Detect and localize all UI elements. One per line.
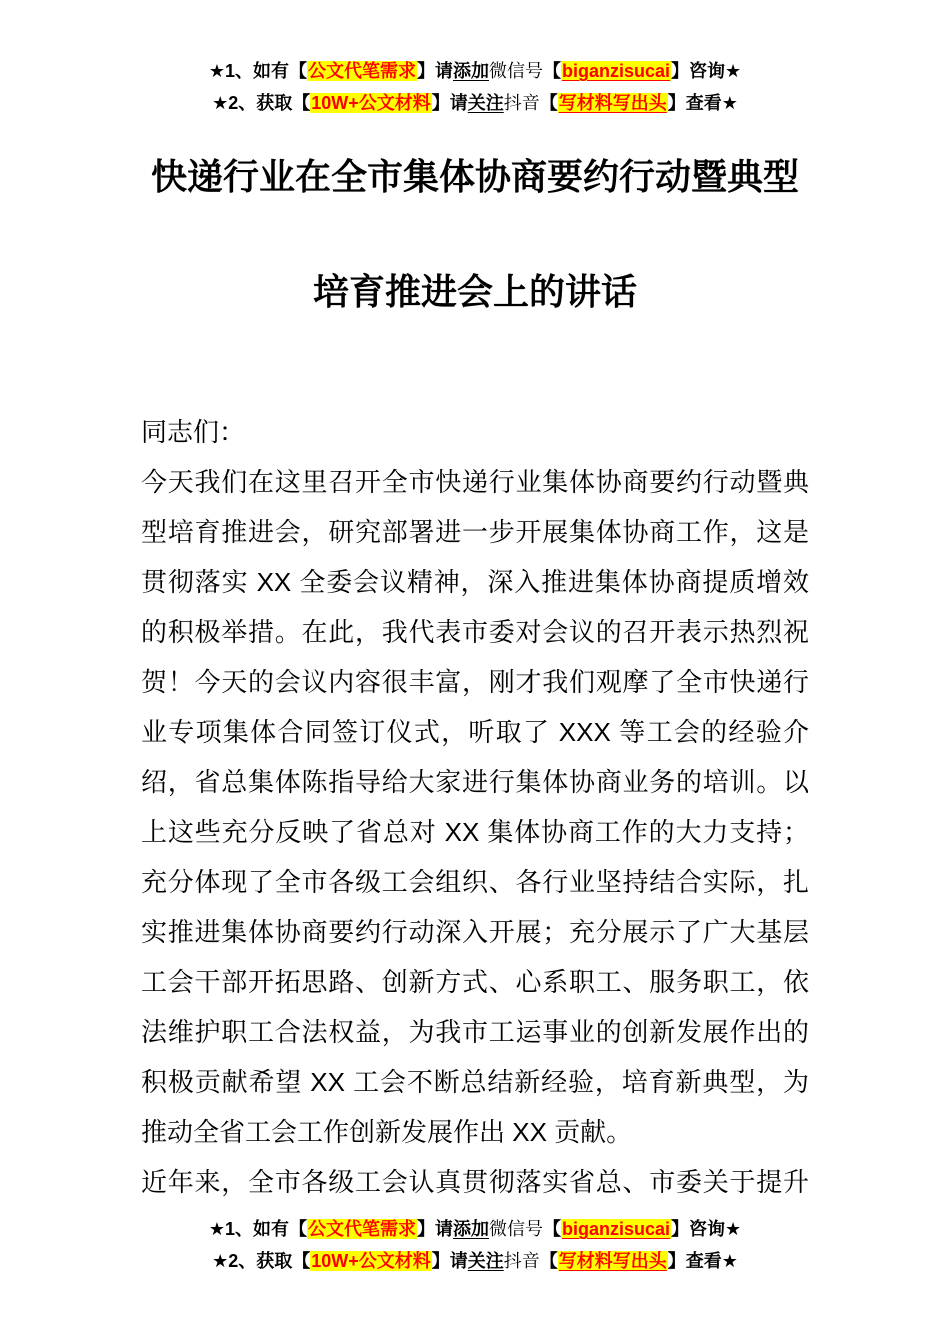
banner-wechat-id: biganzisucai xyxy=(561,61,671,81)
banner-action-text: 添加 xyxy=(452,61,489,81)
banner-mid-text: 】请 xyxy=(416,61,453,81)
banner-highlight-materials: 10W+公文材料 xyxy=(311,1251,431,1271)
document-body xyxy=(141,407,809,1207)
body-paragraph-salutation: 同志们： xyxy=(141,417,246,447)
document-title-line-1: 快递行业在全市集体协商要约行动暨典型 xyxy=(150,156,799,197)
banner-highlight-service: 公文代笔需求 xyxy=(307,1219,416,1239)
banner-action-text: 添加 xyxy=(452,1219,489,1239)
banner-prefix-text: ★2、获取【 xyxy=(212,1251,311,1271)
promo-banner-top-line-2 xyxy=(0,87,950,119)
banner-douyin-id: 写材料写出头 xyxy=(558,1251,667,1271)
body-paragraph-main: 今天我们在这里召开全市快递行业集体协商要约行动暨典型培育推进会，研究部署进一步开展集体协商工作，这是贯彻落实 XX 全委会议精神，深入推进集体协商提质增效的积极举措。在此，我代表市委对会议的召开表示热烈祝贺！今天的会议内容很丰富，刚才我们观摩了全市快递行业专项集体合同签订仪式，听取了 XXX 等工会的经验介绍，省总集体陈指导给大家进行集体协商业务的培训。以上这些充分反映了省总对 XX 集体协商工作的大力支持；充分体现了全市各级工会组织、各行业坚持结合实际，扎实推进集体协商要约行动深入开展；充分展示了广大基层工会干部开拓思路、创新方式、心系职工、服务职工，依法维护职工合法权益，为我市工运事业的创新发展作出的积极贡献希望 XX 工会不断总结新经验，培育新典型，为推动全省工会工作创新发展作出 XX 贡献。 xyxy=(141,467,809,1147)
banner-mid-text: 】请 xyxy=(431,1251,468,1271)
document-title-line-2: 培育推进会上的讲话 xyxy=(312,271,637,312)
banner-prefix-text: ★1、如有【 xyxy=(208,61,307,81)
banner-suffix-text: 】查看★ xyxy=(667,1251,738,1271)
banner-action-text: 关注 xyxy=(467,93,504,113)
banner-bracket-open: 【 xyxy=(539,1251,558,1271)
banner-suffix-text: 】咨询★ xyxy=(671,61,742,81)
body-paragraph-continued: 近年来，全市各级工会认真贯彻落实省总、市委关于提升 xyxy=(141,1167,809,1197)
banner-bracket-open: 【 xyxy=(542,61,561,81)
banner-channel-text: 抖音 xyxy=(503,1251,540,1271)
banner-suffix-text: 】查看★ xyxy=(667,93,738,113)
banner-highlight-materials: 10W+公文材料 xyxy=(311,93,431,113)
banner-channel-text: 微信号 xyxy=(488,1219,543,1239)
banner-bracket-open: 【 xyxy=(542,1219,561,1239)
banner-channel-text: 抖音 xyxy=(503,93,540,113)
banner-bracket-open: 【 xyxy=(539,93,558,113)
promo-banner-bottom xyxy=(0,1213,950,1277)
banner-wechat-id: biganzisucai xyxy=(561,1219,671,1239)
banner-mid-text: 】请 xyxy=(416,1219,453,1239)
banner-douyin-id: 写材料写出头 xyxy=(558,93,667,113)
banner-highlight-service: 公文代笔需求 xyxy=(307,61,416,81)
banner-suffix-text: 】咨询★ xyxy=(671,1219,742,1239)
banner-mid-text: 】请 xyxy=(431,93,468,113)
banner-channel-text: 微信号 xyxy=(488,61,543,81)
promo-banner-top-line-1 xyxy=(0,55,950,87)
banner-prefix-text: ★1、如有【 xyxy=(208,1219,307,1239)
document-title xyxy=(0,119,950,349)
banner-action-text: 关注 xyxy=(467,1251,504,1271)
promo-banner-bottom-line-1 xyxy=(0,1213,950,1245)
promo-banner-top xyxy=(0,0,950,119)
banner-prefix-text: ★2、获取【 xyxy=(212,93,311,113)
promo-banner-bottom-line-2 xyxy=(0,1245,950,1277)
